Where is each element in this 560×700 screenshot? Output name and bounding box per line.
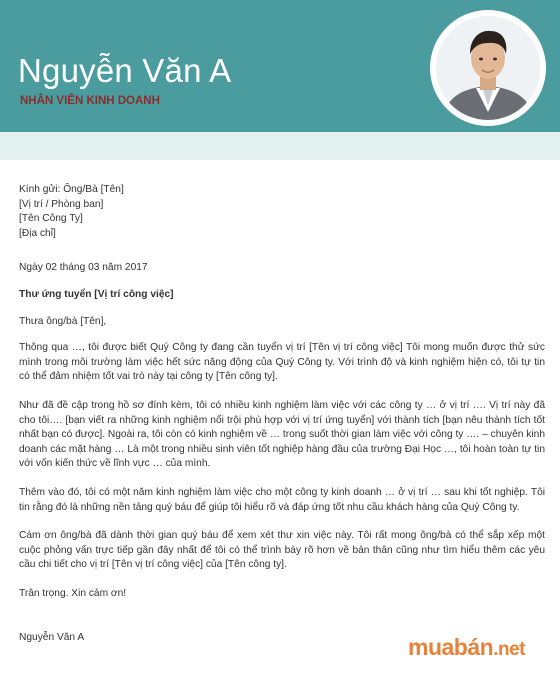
recipient-greeting: Kính gửi: Ông/Bà [Tên] (19, 184, 124, 195)
letter-body (19, 183, 545, 646)
letter-subject: Thư ứng tuyển [Vị trí công việc] (19, 288, 174, 300)
avatar (430, 10, 546, 126)
applicant-job-title: NHÂN VIÊN KINH DOANH (20, 95, 160, 107)
muaban-logo[interactable] (408, 634, 525, 661)
applicant-name: Nguyễn Văn A (18, 52, 232, 89)
letter-signature: Nguyễn Văn A (19, 632, 85, 644)
recipient-address: [Địa chỉ] (19, 227, 56, 239)
letter-paragraph: Như đã đề cập trong hồ sơ đính kèm, tôi có nhiều kinh nghiệm làm việc với các công ty … ở vị trí …. Vị trí này đã cho tôi…. [bạn viết ra những kinh nghiệm nổi trội phù hợp với vị trí ứng tuyển] với thành tích [bạn nêu thành tích tốt nhất bạn có được]. Ngoài ra, tôi còn có kinh nghiệm về … trong suốt thời gian làm việc với công ty …. – chuyên kinh doanh các mặt hàng … Là một trong nhiều sinh viên tốt nghiệp hàng đầu của trường Đại Học …, tôi hoàn toàn tự tin với vốn kiến thức về lĩnh vực … của mình. (19, 399, 545, 470)
recipient-block (19, 183, 545, 241)
letter-closing: Trân trọng. Xin cảm ơn! (19, 587, 127, 599)
letter-salutation: Thưa ông/bà [Tên], (19, 315, 107, 327)
letter-paragraph: Thêm vào đó, tôi có một năm kinh nghiệm làm việc cho một công ty kinh doanh … ở vị trí … sau khi tốt nghiệp. Tôi tin rằng đó là những nền tảng quý báu để giúp tôi hiểu rõ và đáp ứng tốt nhu cầu khách hàng của Quý Công ty. (19, 486, 545, 513)
logo-suffix-text: .net (493, 639, 525, 660)
letter-paragraph: Cám ơn ông/bà đã dành thời gian quý báu để xem xét thư xin việc này. Tôi rất mong ông/bà có thể sắp xếp một cuộc phỏng vấn trực tiếp gần đây nhất để tôi có thể trình bày rõ hơn về bản thân cũng như tìm hiểu thêm các yêu cầu chi tiết cho vị trí [Tên vị trí công việc] của [Tên công ty]. (19, 530, 545, 571)
letter-date: Ngày 02 tháng 03 năm 2017 (19, 262, 148, 274)
recipient-company: [Tên Công Ty] (19, 213, 83, 225)
avatar-photo-icon (436, 16, 540, 120)
letter-paragraph: Thông qua …, tôi được biết Quý Công ty đang cần tuyển vị trí [Tên vị trí công việc] Tôi mong muốn được thử sức mình trong môi trường làm việc hết sức năng động của Quý Công ty. Với trình độ và kinh nghiệm hiện có, tôi tự tin có thể đảm nhiệm tốt vai trò này tại công ty [Tên công ty]. (19, 342, 545, 383)
recipient-position: [Vị trí / Phòng ban] (19, 198, 104, 210)
header-strip (0, 132, 560, 160)
logo-main-text: muabán (408, 634, 494, 660)
